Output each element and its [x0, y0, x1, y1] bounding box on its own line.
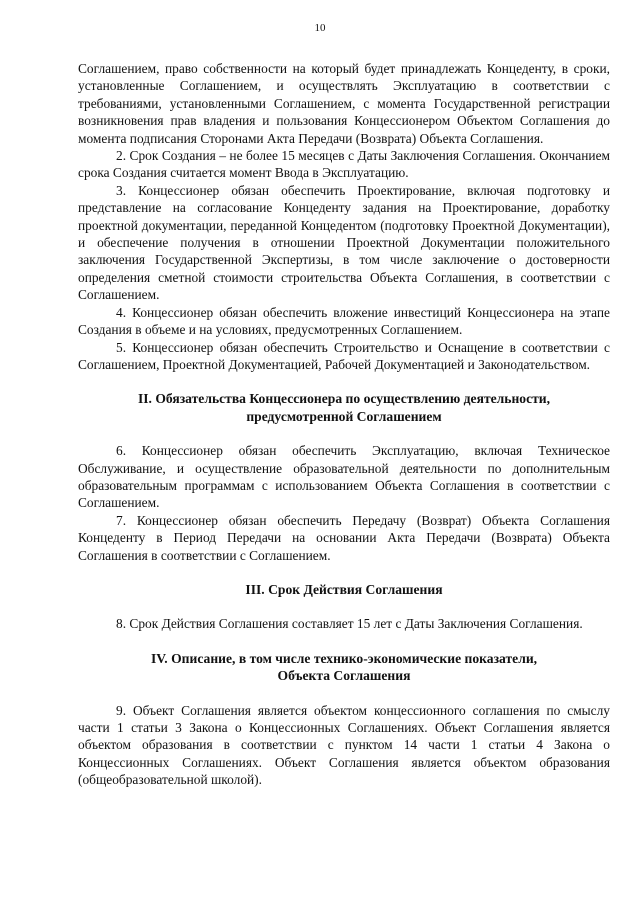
paragraph-8: 8. Срок Действия Соглашения составляет 15 лет с Даты Заключения Соглашения. [116, 616, 583, 632]
spacer [78, 373, 610, 390]
paragraph-5: 5. Концессионер обязан обеспечить Строительство и Оснащение в соответствии с Соглашением, Проектной Документацией, Рабочей Документацией и Законодательством. [78, 339, 610, 372]
document-body [78, 60, 610, 789]
paragraph-9: 9. Объект Соглашения является объектом концессионного соглашения по смыслу части 1 статьи 3 Закона о Концессионных Соглашениях. Объект Соглашения является объектом образования в соответствии с пунктом 14 части 1 статьи 4 Закона о Концессионных Соглашениях. Объект Соглашения является объектом образования (общеобразовательной школой). [78, 702, 610, 788]
section-4-heading-line1: IV. Описание, в том числе технико-экономические показатели, [150, 650, 538, 666]
spacer [78, 425, 610, 442]
paragraph-6: 6. Концессионер обязан обеспечить Эксплуатацию, включая Техническое Обслуживание, и осуществление образовательной деятельности по дополнительным образовательным программам с использованием Объекта Соглашения в соответствии с Соглашением. [78, 443, 610, 511]
paragraph-7: 7. Концессионер обязан обеспечить Передачу (Возврат) Объекта Соглашения Концеденту в Период Передачи на основании Акта Передачи (Возврата) Объекта Соглашения в соответствии с Соглашением. [78, 512, 610, 563]
spacer [78, 685, 610, 702]
paragraph-4: 4. Концессионер обязан обеспечить вложение инвестиций Концессионера на этапе Создания в объеме и на условиях, предусмотренных Соглашением. [78, 304, 610, 338]
section-4-heading-line2: Объекта Соглашения [277, 668, 411, 684]
section-2-heading-line1: II. Обязательства Концессионера по осуществлению деятельности, [137, 391, 551, 407]
spacer [78, 564, 610, 581]
paragraph-continuation: Соглашением, право собственности на который будет принадлежать Концеденту, в сроки, установленные Соглашением, и осуществлять Эксплуатацию в соответствии с требованиями, установленными Соглашением, с момента Государственной регистрации возникновения прав владения и пользования Концессионером Объектом Соглашения до момента подписания Сторонами Акта Передачи (Возврата) Объекта Соглашения. [78, 61, 610, 146]
paragraph-2: 2. Срок Создания – не более 15 месяцев с Даты Заключения Соглашения. Окончанием срока Создания считается момент Ввода в Эксплуатацию. [78, 148, 610, 181]
page-number: 10 [314, 22, 326, 34]
spacer [78, 633, 610, 650]
paragraph-3: 3. Концессионер обязан обеспечить Проектирование, включая подготовку и представление на согласование Концеденту задания на Проектирование, доработку проектной документации, переданной Концедентом (подготовку Проектной Документации), и обеспечение получения в отношении Проектной Документации положительного заключения Государственной Экспертизы, в том числе заключение о достоверности определения сметной стоимости строительства Объекта Соглашения, в соответствии с Соглашением. [78, 182, 610, 303]
section-2-heading-line2: предусмотренной Соглашением [246, 408, 442, 424]
section-2-heading [78, 390, 610, 425]
spacer [78, 598, 610, 615]
section-4-heading [78, 650, 610, 685]
section-3-heading: III. Срок Действия Соглашения [245, 581, 443, 597]
